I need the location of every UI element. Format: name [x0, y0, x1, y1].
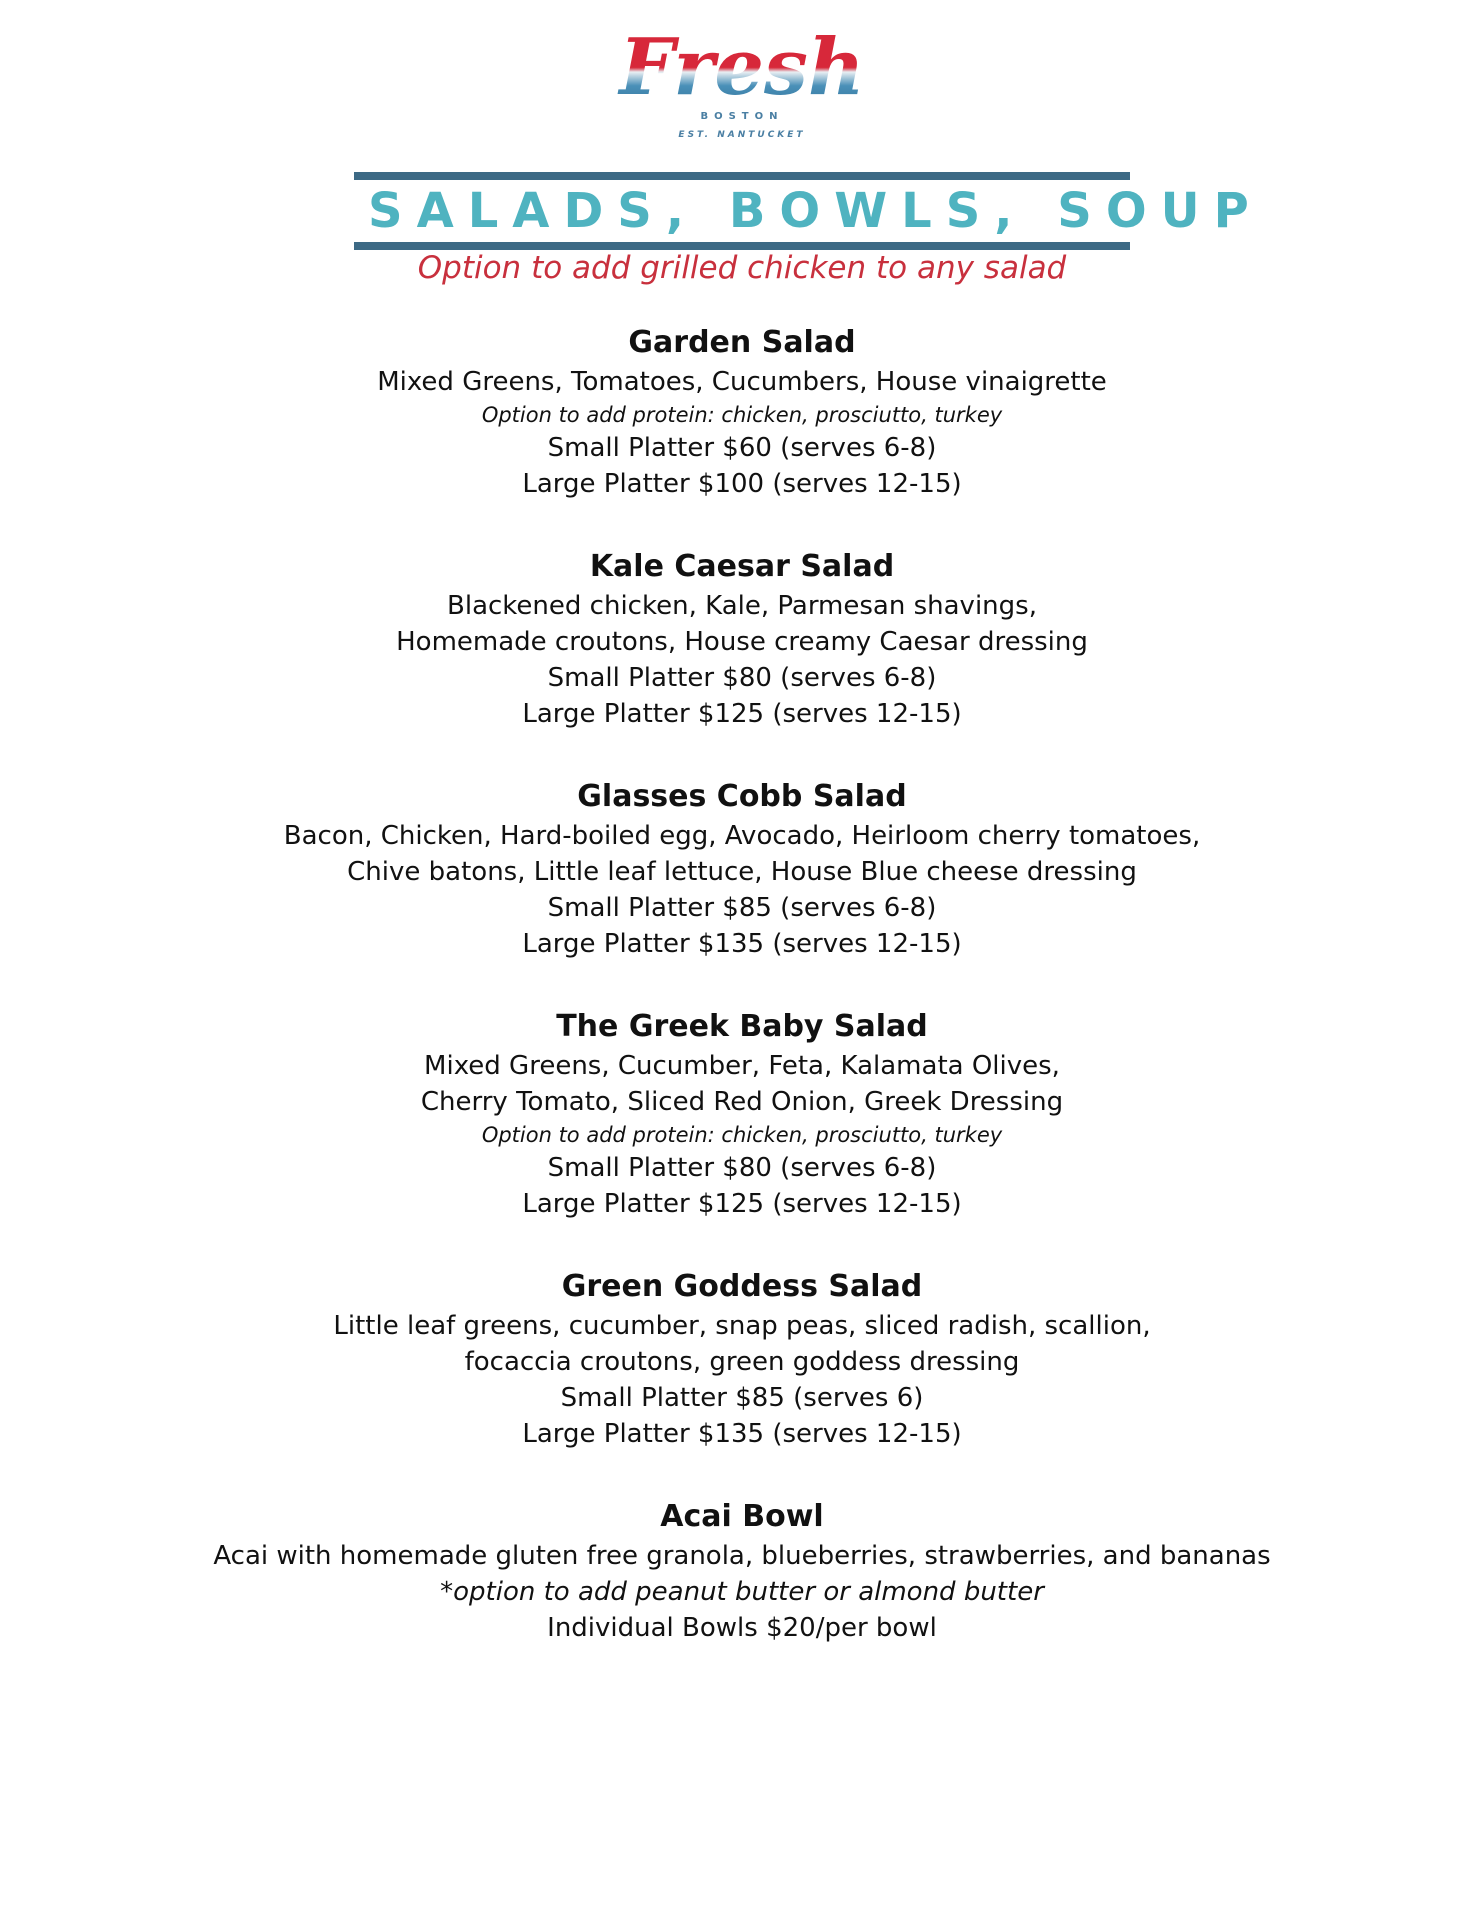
item-description: Homemade croutons, House creamy Caesar dressing: [396, 627, 1088, 657]
section-title: SALADS, BOWLS, SOUP: [368, 183, 1263, 239]
menu-item-green-goddess-salad: [0, 1266, 1484, 1452]
logo-established: EST. NANTUCKET: [678, 130, 806, 140]
large-platter-price: Large Platter $135 (serves 12-15): [522, 1419, 962, 1449]
item-name: Kale Caesar Salad: [589, 549, 895, 584]
item-description: Bacon, Chicken, Hard-boiled egg, Avocado, Heirloom cherry tomatoes,: [283, 821, 1201, 851]
menu-item-garden-salad: [0, 322, 1484, 502]
item-name: The Greek Baby Salad: [556, 1009, 928, 1044]
large-platter-price: Large Platter $135 (serves 12-15): [522, 929, 962, 959]
section-header: [354, 172, 1263, 250]
menu-item-greek-baby-salad: [0, 1006, 1484, 1222]
item-description: Cherry Tomato, Sliced Red Onion, Greek Dressing: [420, 1087, 1064, 1117]
nut-butter-option-note: *option to add peanut butter or almond butter: [440, 1577, 1044, 1607]
menu-item-kale-caesar-salad: [0, 546, 1484, 732]
menu-items: [0, 322, 1484, 1690]
item-name: Green Goddess Salad: [561, 1269, 923, 1304]
item-description: focaccia croutons, green goddess dressing: [464, 1347, 1020, 1377]
large-platter-price: Large Platter $100 (serves 12-15): [522, 469, 962, 499]
small-platter-price: Small Platter $80 (serves 6-8): [547, 663, 937, 693]
protein-note: Option to add protein: chicken, prosciutto, turkey: [481, 403, 1003, 427]
individual-bowl-price: Individual Bowls $20/per bowl: [547, 1613, 937, 1643]
fresh-logo-mark: [612, 24, 872, 144]
small-platter-price: Small Platter $85 (serves 6): [560, 1383, 924, 1413]
logo-city: BOSTON: [700, 111, 784, 122]
item-name: Garden Salad: [628, 325, 856, 360]
bottom-rule: [354, 242, 1130, 250]
menu-item-acai-bowl: [0, 1496, 1484, 1646]
item-description: Chive batons, Little leaf lettuce, House Blue cheese dressing: [347, 857, 1137, 887]
item-description: Acai with homemade gluten free granola, blueberries, strawberries, and bananas: [213, 1541, 1271, 1571]
item-name: Glasses Cobb Salad: [577, 779, 907, 814]
large-platter-price: Large Platter $125 (serves 12-15): [522, 1189, 962, 1219]
item-description: Blackened chicken, Kale, Parmesan shavings,: [447, 591, 1037, 621]
item-name: Acai Bowl: [660, 1499, 824, 1534]
item-description: Mixed Greens, Tomatoes, Cucumbers, House vinaigrette: [377, 367, 1107, 397]
item-description: Little leaf greens, cucumber, snap peas, sliced radish, scallion,: [333, 1311, 1151, 1341]
fresh-logo: [0, 24, 1484, 144]
protein-note: Option to add protein: chicken, prosciutto, turkey: [481, 1123, 1003, 1147]
grilled-chicken-note: Option to add grilled chicken to any salad: [417, 250, 1067, 286]
item-description: Mixed Greens, Cucumber, Feta, Kalamata Olives,: [424, 1051, 1060, 1081]
small-platter-price: Small Platter $85 (serves 6-8): [547, 893, 937, 923]
large-platter-price: Large Platter $125 (serves 12-15): [522, 699, 962, 729]
small-platter-price: Small Platter $60 (serves 6-8): [547, 433, 937, 463]
logo-wordmark: Fresh: [619, 24, 865, 113]
top-rule: [354, 172, 1130, 180]
menu-item-glasses-cobb-salad: [0, 776, 1484, 962]
small-platter-price: Small Platter $80 (serves 6-8): [547, 1153, 937, 1183]
